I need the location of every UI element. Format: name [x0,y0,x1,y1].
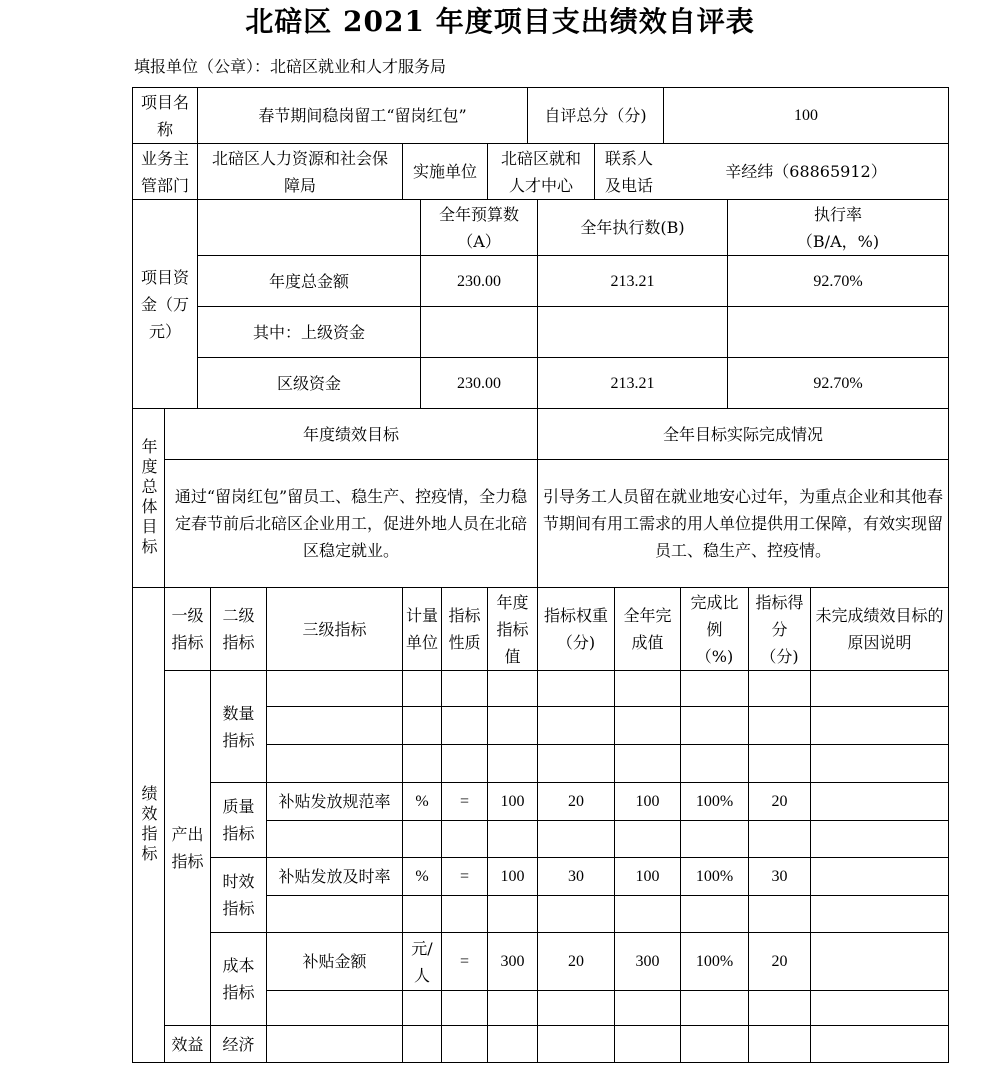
dept: 北碚区人力资源和社会保障局 [211,148,388,195]
goals-actual-text: 引导务工人员留在就业地安心过年，为重点企业和其他春节期间有用工需求的用人单位提供用工保障，有效实现留员工、稳生产、控疫情。 [542,487,943,560]
funds-row-exec: 213.21 [610,374,655,392]
indicator-ratio: 100% [695,868,734,885]
indicator-weight: 20 [568,953,584,970]
indicator-ratio: 100% [695,953,734,970]
dept-label: 业务主管部门 [140,148,189,195]
funds-row-label: 区级资金 [276,373,341,393]
project-name: 春节期间稳岗留工“留岗红包” [258,106,467,125]
goals-label: 年度总体目标 [139,438,158,558]
funds-row-budget: 230.00 [457,272,501,290]
self-score-label: 自评总分（分) [544,106,647,125]
indicator-unit: % [415,793,429,810]
indicators-label: 绩效指标 [139,785,158,865]
indicator-unit: 元/人 [411,938,433,985]
group-label-timeliness: 时效指标 [222,872,255,918]
indicator-weight: 30 [568,868,584,885]
funds-header-exec: 全年执行数(B) [580,218,685,237]
header-actual: 全年完成值 [623,606,672,652]
indicator-value: 300 [500,953,525,970]
funds-row-exec [538,307,727,357]
indicator-value: 100 [500,868,525,885]
output-label: 产出指标 [171,825,204,871]
header-level3: 三级指标 [302,619,367,639]
goals-actual-header: 全年目标实际完成情况 [662,424,823,444]
indicator-nature: = [459,868,470,885]
funds-header-budget: 全年预算数（A） [438,204,519,251]
header-score: 指标得分（分) [755,592,804,666]
group-label-quantity: 数量指标 [222,703,255,750]
indicator-actual: 100 [635,793,660,810]
indicator-score: 20 [771,953,788,970]
header-weight: 指标权重（分) [543,606,608,652]
indicator-ratio: 100% [695,793,734,810]
indicator-name: 补贴发放及时率 [278,867,391,886]
indicator-weight: 20 [568,793,584,810]
header-nature: 指标性质 [448,606,481,652]
indicator-name: 补贴发放规范率 [278,792,391,811]
impl-unit: 北碚区就和人才中心 [500,148,581,195]
contact-label: 联系人及电话 [604,148,653,195]
indicator-name: 补贴金额 [302,952,367,971]
indicator-nature: = [459,953,470,970]
form-title: 北碚区 2021 年度项目支出绩效自评表 [245,5,755,38]
header-level1: 一级指标 [171,606,204,652]
funds-row-budget: 230.00 [457,374,501,392]
goals-target-header: 年度绩效目标 [302,424,399,444]
indicator-actual: 300 [635,953,660,970]
project-name-label: 项目名称 [140,92,189,139]
self-score: 100 [794,107,818,124]
filling-unit: 填报单位（公章）：北碚区就业和人才服务局 [134,57,447,76]
funds-row-label: 其中：上级资金 [252,322,365,342]
benefit-label: 效益 [171,1034,204,1054]
indicator-score: 20 [771,793,788,810]
contact: 辛经纬（68865912） [725,162,887,181]
indicator-score: 30 [771,868,788,885]
indicator-actual: 100 [635,868,660,885]
funds-row-rate: 92.70% [813,272,863,290]
funds-label: 项目资金（万元） [140,267,189,341]
group-label-cost: 成本指标 [222,956,255,1002]
header-annual-value: 年度指标值 [496,592,529,666]
funds-row-label: 年度总金额 [268,271,349,291]
funds-row-budget [421,307,537,357]
funds-row-exec: 213.21 [610,272,655,290]
indicator-nature: = [459,793,470,810]
goals-target-text: 通过“留岗红包”留员工、稳生产、控疫情，全力稳定春节前后北碚区企业用工，促进外地人员在北碚区稳定就业。 [174,487,528,560]
header-unit: 计量单位 [405,606,438,652]
funds-row-rate: 92.70% [813,374,863,392]
funds-header-rate: 执行率（B/A，%) [796,204,880,251]
header-reason: 未完成绩效目标的原因说明 [815,606,944,652]
economic-label: 经济 [222,1034,255,1054]
header-ratio: 完成比例（%) [690,592,739,666]
header-level2: 二级指标 [222,606,255,652]
impl-label: 实施单位 [412,162,477,181]
indicator-unit: % [415,868,429,885]
group-label-quality: 质量指标 [222,797,255,843]
funds-row-rate [728,307,948,357]
indicator-value: 100 [500,793,525,810]
